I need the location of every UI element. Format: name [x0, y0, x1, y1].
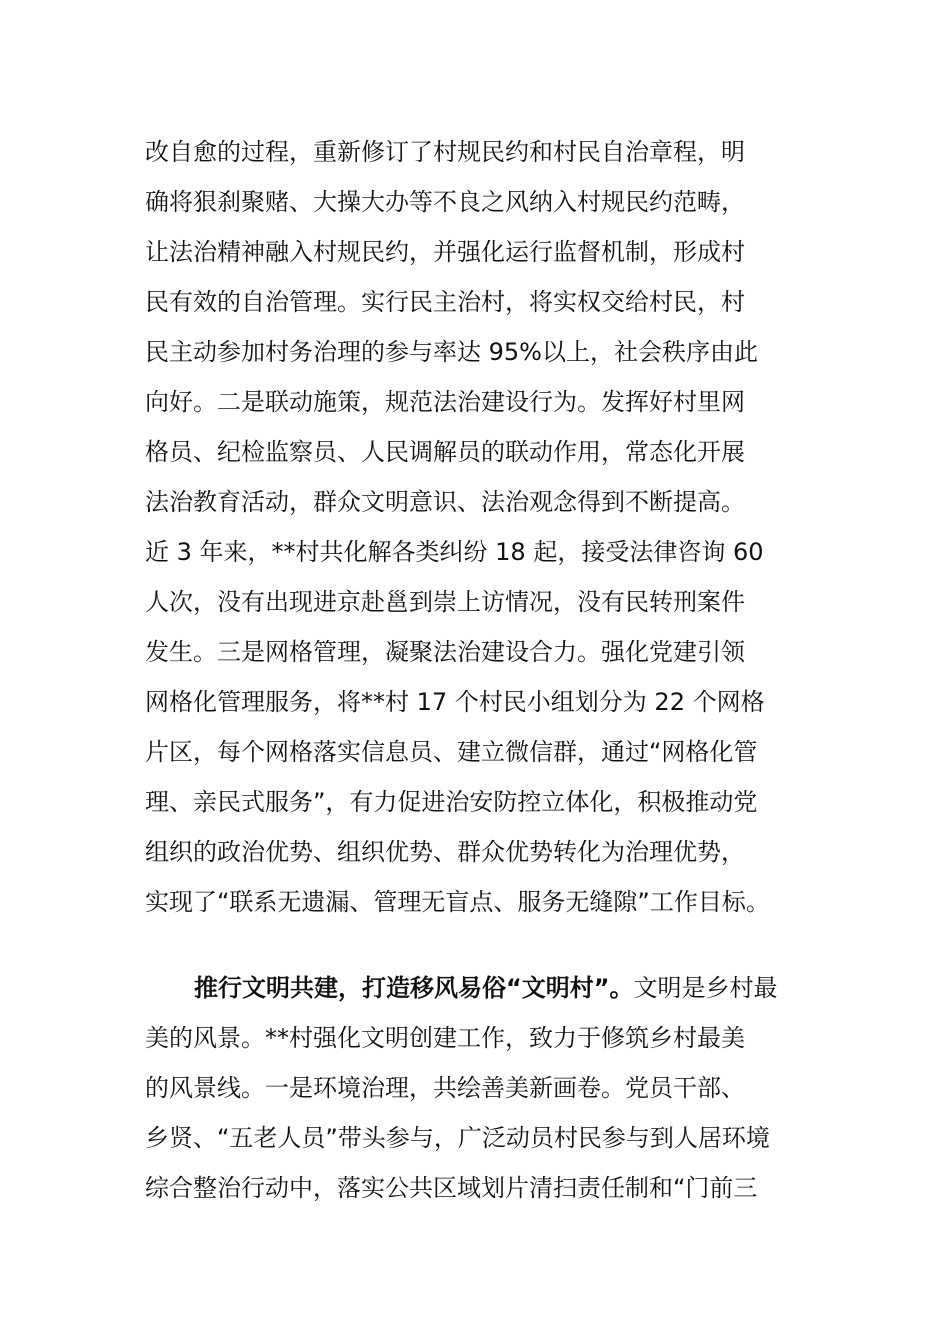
text-line: 实现了“联系无遗漏、管理无盲点、服务无缝隙”工作目标。 — [145, 888, 770, 916]
text-line: 发生。三是网格管理，凝聚法治建设合力。强化党建引领 — [145, 638, 745, 666]
text-line: 民主动参加村务治理的参与率达 95%以上，社会秩序由此 — [145, 338, 758, 366]
text-line: 组织的政治优势、组织优势、群众优势转化为治理优势， — [145, 838, 745, 866]
text-line: 综合整治行动中，落实公共区域划片清扫责任制和“门前三 — [145, 1174, 758, 1202]
paragraph-governance — [145, 127, 825, 927]
document-body — [145, 127, 825, 1213]
text-line: 向好。二是联动施策，规范法治建设行为。发挥好村里网 — [145, 388, 745, 416]
paragraph-civilization — [145, 963, 825, 1213]
text-line: 乡贤、“五老人员”带头参与，广泛动员村民参与到人居环境 — [145, 1124, 770, 1152]
text-line: 确将狠刹聚赌、大操大办等不良之风纳入村规民约范畴， — [145, 188, 745, 216]
paragraph-spacer — [145, 927, 825, 963]
text-line: 法治教育活动，群众文明意识、法治观念得到不断提高。 — [145, 488, 745, 516]
text-line: 理、亲民式服务”，有力促进治安防控立体化，积极推动党 — [145, 788, 758, 816]
text-line: 人次，没有出现进京赴邕到崇上访情况，没有民转刑案件 — [145, 588, 745, 616]
text-line: 美的风景。**村强化文明创建工作，致力于修筑乡村最美 — [145, 1024, 745, 1052]
text-line: 片区，每个网格落实信息员、建立微信群，通过“网格化管 — [145, 738, 758, 766]
text-line: 格员、纪检监察员、人民调解员的联动作用，常态化开展 — [145, 438, 745, 466]
paragraph-heading: 推行文明共建，打造移风易俗“文明村”。 — [194, 974, 634, 1002]
text-line: 网格化管理服务，将**村 17 个村民小组划分为 22 个网格 — [145, 688, 765, 716]
text-line: 改自愈的过程，重新修订了村规民约和村民自治章程，明 — [145, 138, 745, 166]
text-line: 让法治精神融入村规民约，并强化运行监督机制，形成村 — [145, 238, 745, 266]
text-line-first — [145, 963, 825, 1013]
text-line: 近 3 年来，**村共化解各类纠纷 18 起，接受法律咨询 60 — [145, 538, 764, 566]
heading-line-rest: 文明是乡村最 — [633, 974, 778, 1002]
text-line: 民有效的自治管理。实行民主治村，将实权交给村民，村 — [145, 288, 745, 316]
text-line: 的风景线。一是环境治理，共绘善美新画卷。党员干部、 — [145, 1074, 745, 1102]
